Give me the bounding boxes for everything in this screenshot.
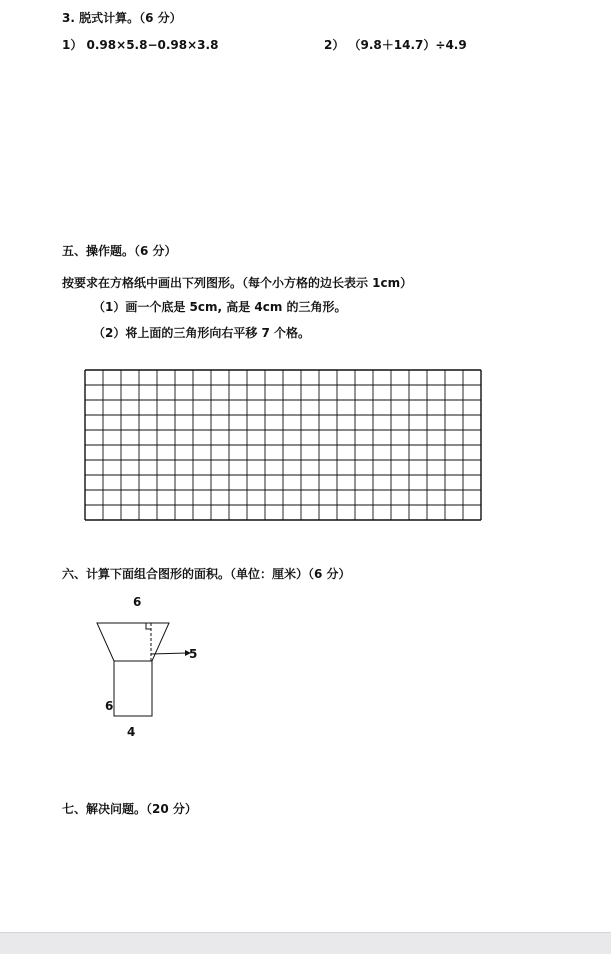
q3-title: 3. 脱式计算。（6 分）: [62, 11, 182, 25]
graph-paper-grid: [84, 369, 482, 521]
rectangle-shape: [114, 661, 152, 716]
s5-instruction: 按要求在方格纸中画出下列图形。（每个小方格的边长表示 1cm）: [62, 276, 413, 290]
trapezoid-shape: [97, 623, 169, 661]
bottom-scroll-strip: [0, 932, 611, 954]
label-top-base: 6: [133, 595, 142, 609]
q3-item-2: 2） （9.8＋14.7）÷4.9: [324, 38, 467, 52]
s6-title: 六、计算下面组合图形的面积。（单位：厘米）（6 分）: [62, 567, 351, 581]
s5-title: 五、操作题。（6 分）: [62, 244, 177, 258]
label-rect-width: 4: [127, 725, 136, 739]
s5-step-2: （2）将上面的三角形向右平移 7 个格。: [93, 326, 311, 340]
s5-step-1: （1）画一个底是 5cm, 高是 4cm 的三角形。: [93, 300, 347, 314]
label-rect-height: 6: [105, 699, 114, 713]
s7-title: 七、解决问题。（20 分）: [62, 802, 197, 816]
label-trapezoid-height: 5: [189, 647, 198, 661]
q3-item-1: 1） 0.98×5.8−0.98×3.8: [62, 38, 219, 52]
height-pointer-arrow: [151, 653, 187, 654]
right-angle-mark: [146, 623, 151, 629]
